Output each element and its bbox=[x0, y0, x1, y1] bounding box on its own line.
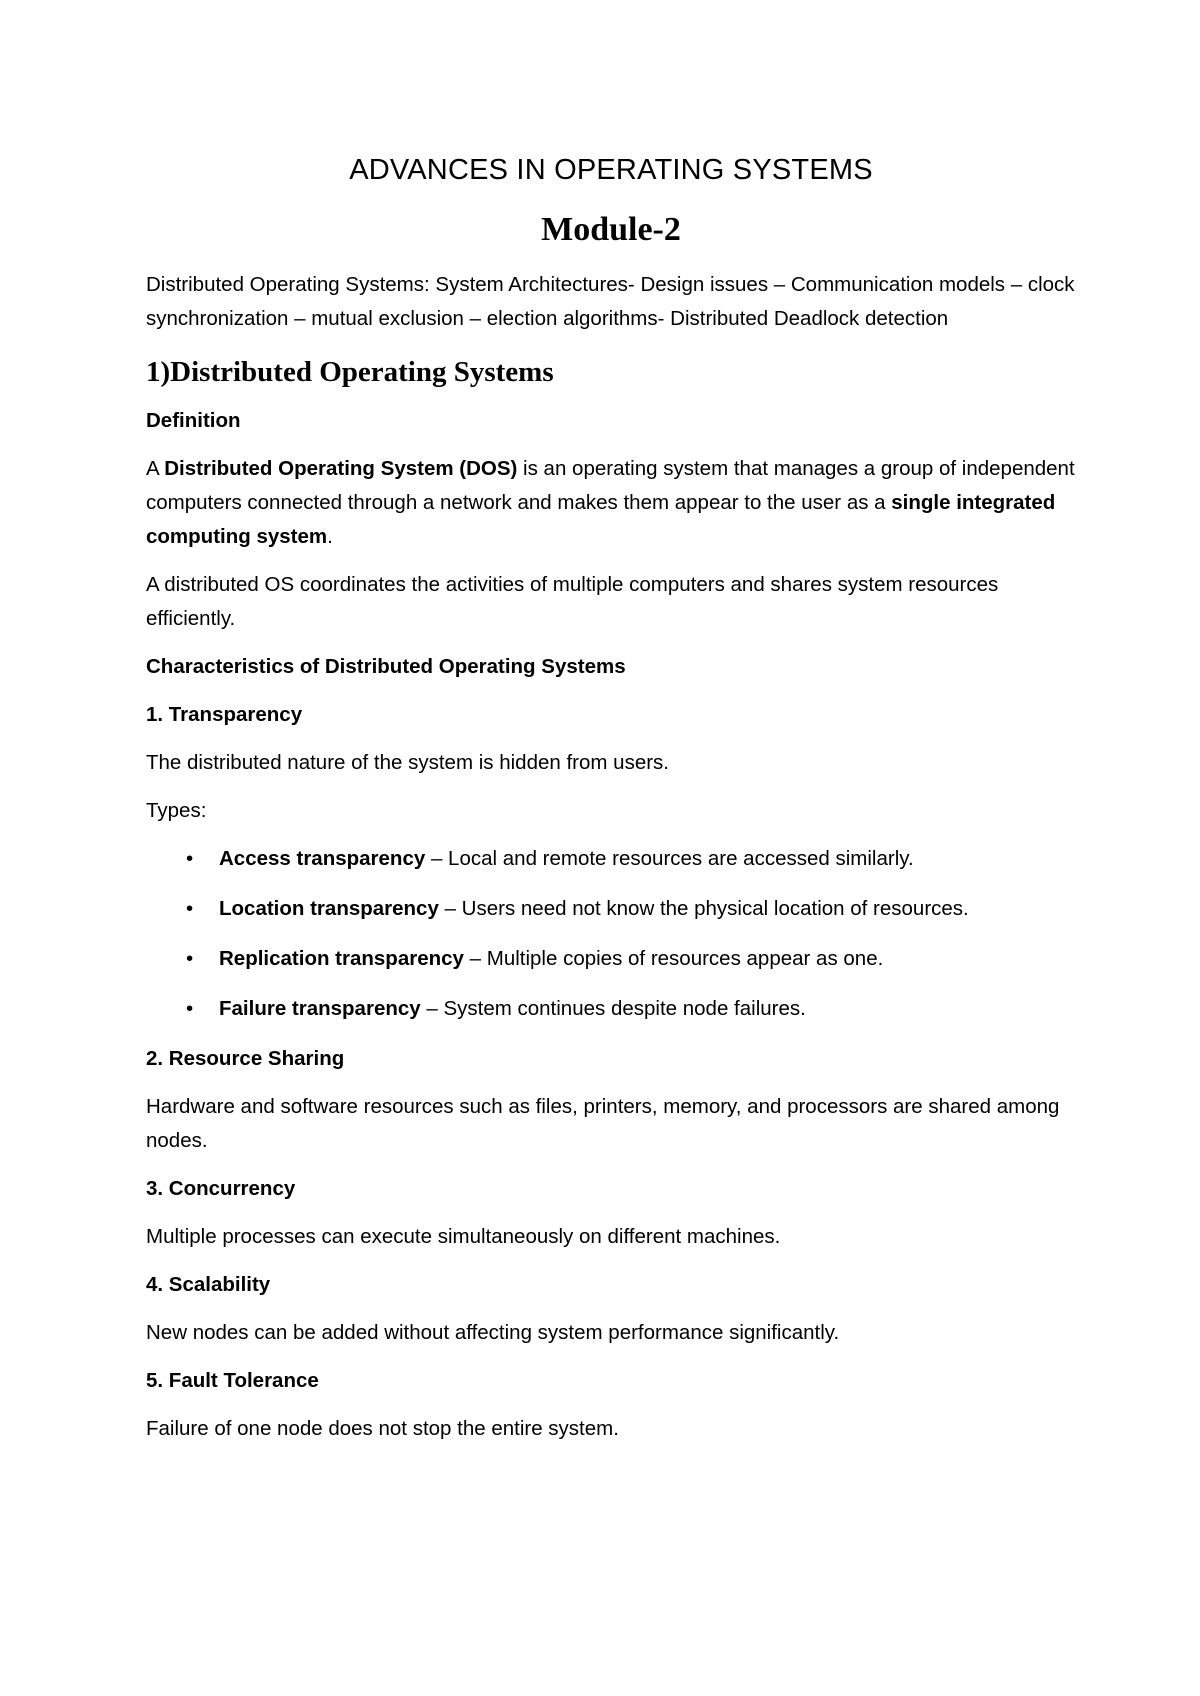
characteristic-heading: 5. Fault Tolerance bbox=[146, 1369, 319, 1392]
definition-suffix: . bbox=[327, 525, 333, 548]
bullet-icon: • bbox=[186, 897, 194, 920]
document-title: ADVANCES IN OPERATING SYSTEMS bbox=[349, 154, 873, 186]
section-heading: 1)Distributed Operating Systems bbox=[146, 356, 554, 388]
list-item bbox=[146, 892, 1076, 926]
definition-extra-paragraph: A distributed OS coordinates the activities of multiple computers and shares system resources efficiently. bbox=[146, 573, 999, 630]
characteristic-heading: 3. Concurrency bbox=[146, 1177, 296, 1200]
characteristic-text: The distributed nature of the system is hidden from users. bbox=[146, 751, 670, 774]
characteristics-heading: Characteristics of Distributed Operating Systems bbox=[146, 655, 626, 678]
characteristic-heading: 2. Resource Sharing bbox=[146, 1047, 345, 1070]
type-term: Access transparency bbox=[219, 847, 426, 870]
list-item bbox=[146, 842, 1076, 876]
definition-prefix: A bbox=[146, 457, 165, 480]
definition-paragraph bbox=[146, 452, 1076, 554]
transparency-types-list bbox=[146, 842, 1076, 1026]
characteristic-text: Multiple processes can execute simultaneously on different machines. bbox=[146, 1225, 781, 1248]
definition-heading: Definition bbox=[146, 409, 241, 432]
type-term: Replication transparency bbox=[219, 947, 464, 970]
page-content bbox=[146, 150, 1076, 1460]
characteristic-text: New nodes can be added without affecting system performance significantly. bbox=[146, 1321, 840, 1344]
type-description: – Users need not know the physical location of resources. bbox=[438, 897, 969, 920]
type-term: Location transparency bbox=[219, 897, 439, 920]
characteristic-text: Hardware and software resources such as files, printers, memory, and processors are shared among nodes. bbox=[146, 1095, 1060, 1152]
type-description: – Multiple copies of resources appear as one. bbox=[463, 947, 884, 970]
type-term: Failure transparency bbox=[219, 997, 421, 1020]
bullet-icon: • bbox=[186, 947, 194, 970]
definition-middle: is an operating system that manages a group of independent computers connected through a network and makes them appear to the user as a bbox=[146, 457, 1075, 514]
types-label: Types: bbox=[146, 799, 207, 822]
type-description: – Local and remote resources are accessed similarly. bbox=[425, 847, 914, 870]
definition-term: Distributed Operating System (DOS) bbox=[164, 457, 518, 480]
bullet-icon: • bbox=[186, 847, 194, 870]
bullet-icon: • bbox=[186, 997, 194, 1020]
characteristic-heading: 1. Transparency bbox=[146, 703, 303, 726]
module-title: Module-2 bbox=[541, 211, 681, 248]
characteristic-text: Failure of one node does not stop the entire system. bbox=[146, 1417, 619, 1440]
type-description: – System continues despite node failures. bbox=[420, 997, 806, 1020]
syllabus-text: Distributed Operating Systems: System Architectures- Design issues – Communication models – clock synchronization – mutual exclusion – election algorithms- Distributed Deadlock detection bbox=[146, 273, 1075, 330]
characteristic-heading: 4. Scalability bbox=[146, 1273, 271, 1296]
list-item bbox=[146, 992, 1076, 1026]
definition-emphasis: single integrated computing system bbox=[146, 491, 1056, 548]
list-item bbox=[146, 942, 1076, 976]
